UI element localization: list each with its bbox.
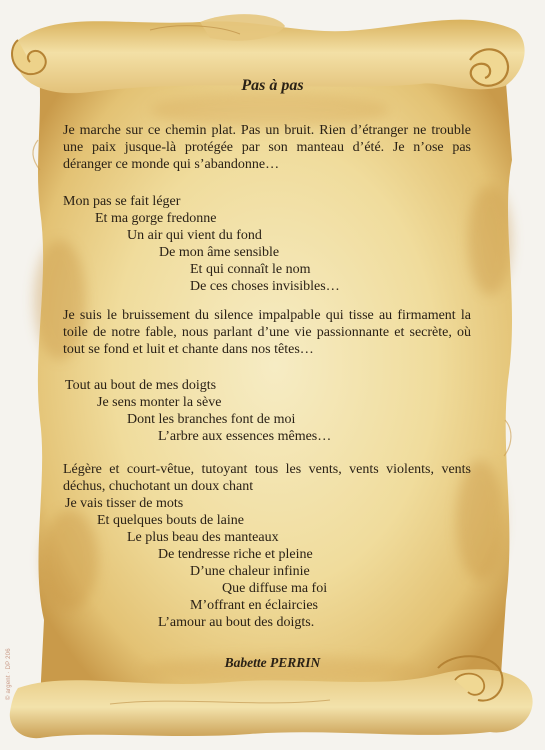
verse-line: Un air qui vient du fond <box>127 228 262 243</box>
verse-line: Tout au bout de mes doigts <box>65 378 217 393</box>
prose-paragraph-1: Je marche sur ce chemin plat. Pas un bruit. Rien d’étranger ne trouble une paix jusque-là protégée par son manteau d’été. Je n’ose pas déranger ce monde qui s’abandonne… <box>63 123 471 172</box>
verse-line: Je vais tisser de mots <box>65 496 184 511</box>
verse-line: Mon pas se fait léger <box>63 194 181 209</box>
verse-line: Dont les branches font de moi <box>127 412 296 427</box>
verse-line: Que diffuse ma foi <box>222 581 328 596</box>
verse-line: L’arbre aux essences mêmes… <box>158 429 332 444</box>
verse-line: Le plus beau des manteaux <box>127 530 279 545</box>
prose-paragraph-2: Je suis le bruissement du silence impalpable qui tisse au firmament la toile de notre fable, nous parlant d’une vie passionnante et secrète, où tout se fond et luit et chante dans nos têtes… <box>63 308 471 357</box>
verse-line: Et ma gorge fredonne <box>95 211 217 226</box>
verse-line: De tendresse riche et pleine <box>158 547 313 562</box>
author-signature: Babette PERRIN <box>224 655 321 670</box>
verse-line: Et quelques bouts de laine <box>97 513 244 528</box>
prose-paragraph-3: Légère et court-vêtue, tutoyant tous les vents, vents violents, vents déchus, chuchotant un doux chant <box>63 462 471 494</box>
publisher-credit: © argent · DP 206 <box>6 648 12 700</box>
verse-line: De mon âme sensible <box>159 245 280 260</box>
poem-title: Pas à pas <box>241 77 304 94</box>
verse-line: D’une chaleur infinie <box>190 564 310 579</box>
verse-line: De ces choses invisibles… <box>190 279 340 294</box>
verse-line: Et qui connaît le nom <box>190 262 311 277</box>
verse-line: L’amour au bout des doigts. <box>158 615 315 630</box>
verse-line: Je sens monter la sève <box>97 395 222 410</box>
verse-line: M’offrant en éclaircies <box>190 598 319 613</box>
